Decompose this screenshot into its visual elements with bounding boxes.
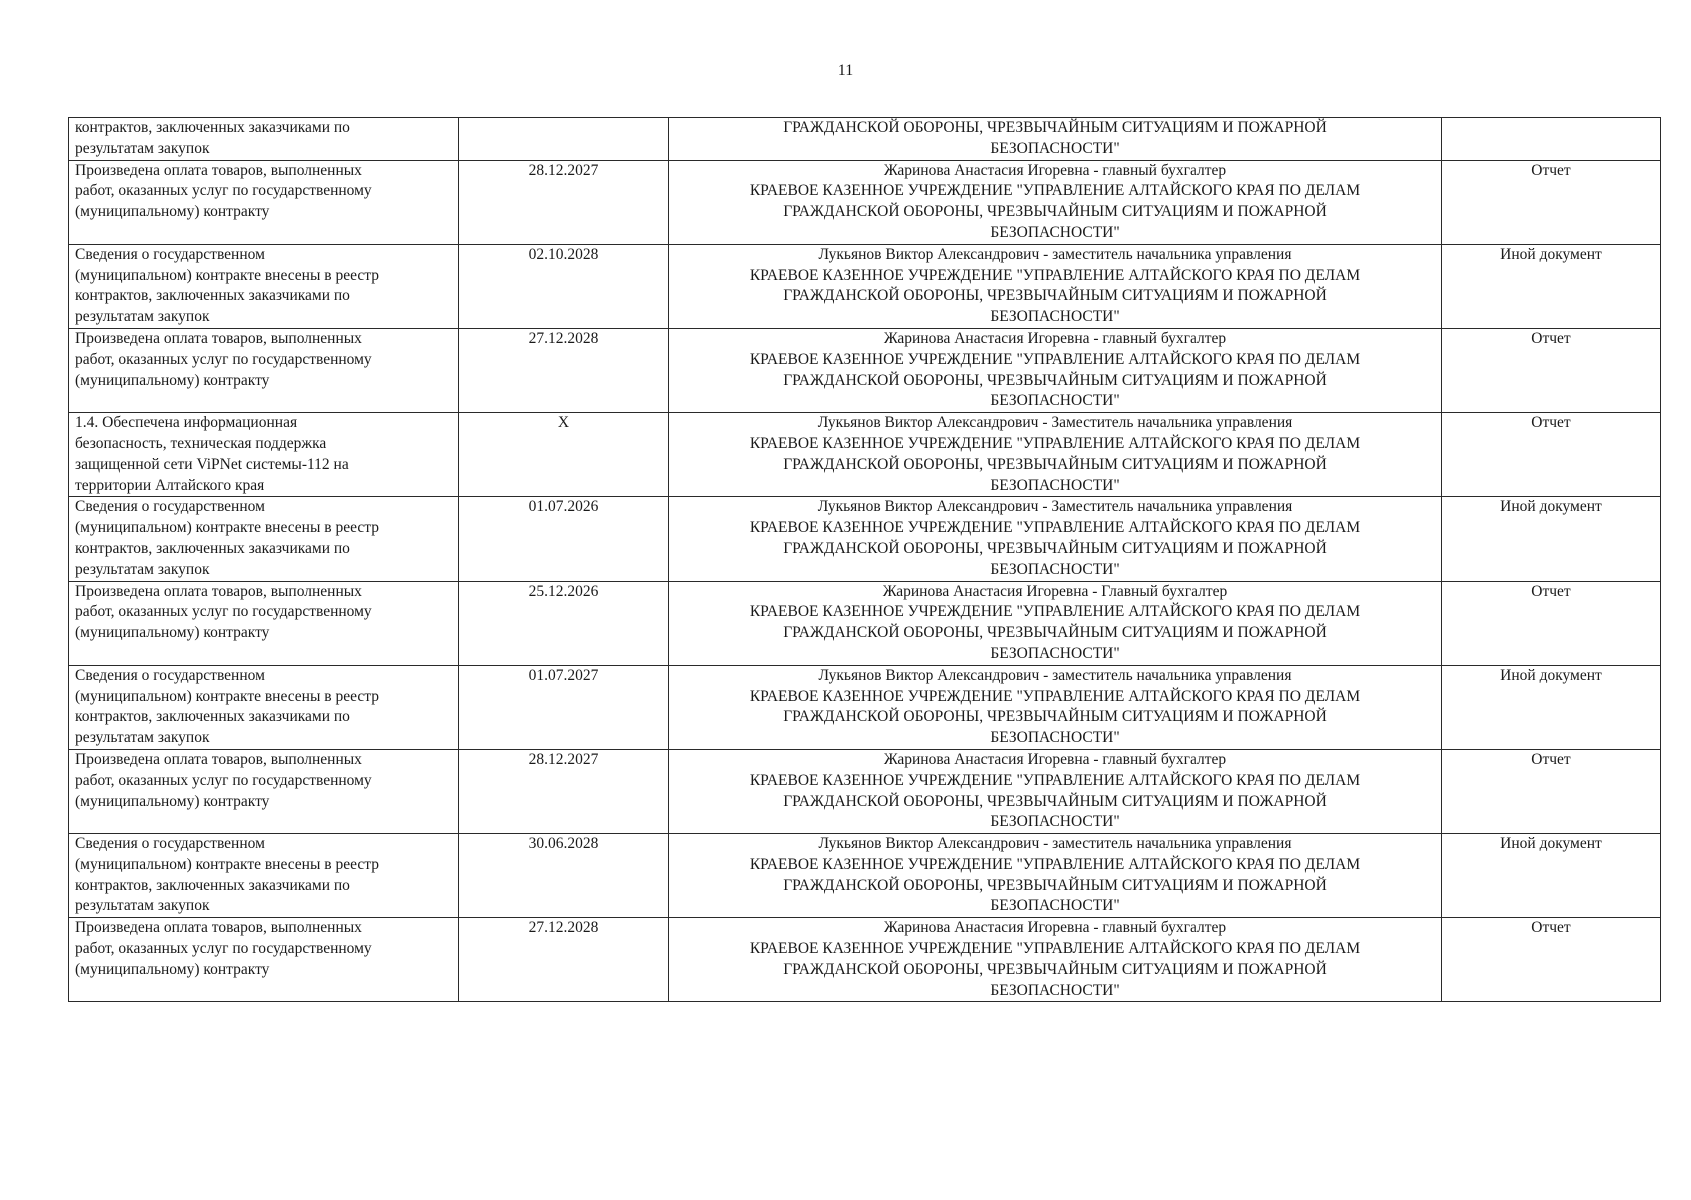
- event-description-cell: [69, 328, 459, 412]
- event-description-cell-line: (муниципальном) контракте внесены в реестр: [75, 687, 379, 705]
- event-description-cell-line: (муниципальном) контракте внесены в реестр: [75, 266, 379, 284]
- responsible-person-cell-line: БЕЗОПАСНОСТИ": [990, 139, 1120, 157]
- deadline-date-cell: [459, 834, 669, 918]
- responsible-person-cell-line: Жаринова Анастасия Игоревна - главный бухгалтер: [883, 161, 1227, 179]
- event-description-cell-line: работ, оказанных услуг по государственному: [75, 182, 372, 200]
- page-number: 11: [837, 62, 854, 79]
- event-description-cell-line: Сведения о государственном: [75, 666, 265, 684]
- responsible-person-cell-line: Жаринова Анастасия Игоревна - главный бухгалтер: [883, 329, 1227, 347]
- responsible-person-cell-line: БЕЗОПАСНОСТИ": [990, 392, 1120, 410]
- responsible-person-cell: [669, 160, 1442, 244]
- responsible-person-cell-line: ГРАЖДАНСКОЙ ОБОРОНЫ, ЧРЕЗВЫЧАЙНЫМ СИТУАЦИЯМ И ПОЖАРНОЙ: [783, 371, 1327, 389]
- responsible-person-cell-line: ГРАЖДАНСКОЙ ОБОРОНЫ, ЧРЕЗВЫЧАЙНЫМ СИТУАЦИЯМ И ПОЖАРНОЙ: [783, 624, 1327, 642]
- deadline-date-cell-text: 28.12.2027: [528, 750, 599, 768]
- report-type-cell-text: Отчет: [1531, 750, 1571, 768]
- report-type-cell: [1442, 918, 1661, 1002]
- responsible-person-cell-line: КРАЕВОЕ КАЗЕННОЕ УЧРЕЖДЕНИЕ "УПРАВЛЕНИЕ АЛТАЙСКОГО КРАЯ ПО ДЕЛАМ: [749, 940, 1361, 958]
- responsible-person-cell-line: Лукьянов Виктор Александрович - заместитель начальника управления: [818, 835, 1292, 853]
- event-description-cell-line: (муниципальном) контракте внесены в реестр: [75, 519, 379, 537]
- report-type-cell: [1442, 160, 1661, 244]
- report-type-cell: [1442, 497, 1661, 581]
- table-row: [69, 160, 1661, 244]
- event-description-cell-line: (муниципальному) контракту: [75, 960, 270, 978]
- report-type-cell-text: Иной документ: [1500, 498, 1602, 516]
- deadline-date-cell: [459, 160, 669, 244]
- event-description-cell-line: контрактов, заключенных заказчиками по: [75, 539, 350, 557]
- event-description-cell: [69, 244, 459, 328]
- table-row: [69, 328, 1661, 412]
- deadline-date-cell: [459, 665, 669, 749]
- responsible-person-cell-line: ГРАЖДАНСКОЙ ОБОРОНЫ, ЧРЕЗВЫЧАЙНЫМ СИТУАЦИЯМ И ПОЖАРНОЙ: [783, 539, 1327, 557]
- event-description-cell-line: защищенной сети ViPNet системы-112 на: [75, 455, 349, 473]
- document-table: [68, 117, 1661, 1002]
- event-description-cell-line: работ, оказанных услуг по государственному: [75, 771, 372, 789]
- report-type-cell: [1442, 328, 1661, 412]
- event-description-cell: [69, 413, 459, 497]
- responsible-person-cell-line: Лукьянов Виктор Александрович - заместитель начальника управления: [818, 245, 1292, 263]
- deadline-date-cell-text: X: [557, 414, 570, 432]
- table-row: [69, 749, 1661, 833]
- event-description-cell-line: результатам закупок: [75, 139, 210, 157]
- report-type-cell: [1442, 118, 1661, 161]
- report-type-cell: [1442, 665, 1661, 749]
- table-row: [69, 497, 1661, 581]
- event-description-cell: [69, 160, 459, 244]
- responsible-person-cell-line: БЕЗОПАСНОСТИ": [990, 981, 1120, 999]
- table-row: [69, 118, 1661, 161]
- deadline-date-cell-text: 27.12.2028: [528, 919, 599, 937]
- responsible-person-cell-line: БЕЗОПАСНОСТИ": [990, 813, 1120, 831]
- table-row: [69, 918, 1661, 1002]
- report-type-cell-text: Иной документ: [1500, 245, 1602, 263]
- responsible-person-cell-line: БЕЗОПАСНОСТИ": [990, 308, 1120, 326]
- responsible-person-cell: [669, 328, 1442, 412]
- event-description-cell-line: (муниципальному) контракту: [75, 203, 270, 221]
- responsible-person-cell-line: КРАЕВОЕ КАЗЕННОЕ УЧРЕЖДЕНИЕ "УПРАВЛЕНИЕ АЛТАЙСКОГО КРАЯ ПО ДЕЛАМ: [749, 687, 1361, 705]
- deadline-date-cell-text: 25.12.2026: [528, 582, 599, 600]
- responsible-person-cell: [669, 581, 1442, 665]
- table-row: [69, 834, 1661, 918]
- responsible-person-cell-line: Жаринова Анастасия Игоревна - главный бухгалтер: [883, 919, 1227, 937]
- responsible-person-cell-line: БЕЗОПАСНОСТИ": [990, 729, 1120, 747]
- responsible-person-cell-line: КРАЕВОЕ КАЗЕННОЕ УЧРЕЖДЕНИЕ "УПРАВЛЕНИЕ АЛТАЙСКОГО КРАЯ ПО ДЕЛАМ: [749, 350, 1361, 368]
- event-description-cell-line: контрактов, заключенных заказчиками по: [75, 876, 350, 894]
- responsible-person-cell: [669, 413, 1442, 497]
- responsible-person-cell-line: БЕЗОПАСНОСТИ": [990, 476, 1120, 494]
- event-description-cell-line: результатам закупок: [75, 560, 210, 578]
- event-description-cell: [69, 581, 459, 665]
- report-type-cell: [1442, 244, 1661, 328]
- deadline-date-cell: [459, 118, 669, 161]
- responsible-person-cell: [669, 497, 1442, 581]
- report-type-cell: [1442, 749, 1661, 833]
- responsible-person-cell-line: КРАЕВОЕ КАЗЕННОЕ УЧРЕЖДЕНИЕ "УПРАВЛЕНИЕ АЛТАЙСКОГО КРАЯ ПО ДЕЛАМ: [749, 603, 1361, 621]
- deadline-date-cell: [459, 581, 669, 665]
- responsible-person-cell-line: ГРАЖДАНСКОЙ ОБОРОНЫ, ЧРЕЗВЫЧАЙНЫМ СИТУАЦИЯМ И ПОЖАРНОЙ: [783, 119, 1327, 136]
- report-type-cell-text: Отчет: [1531, 582, 1571, 600]
- event-description-cell-line: территории Алтайского края: [75, 476, 265, 494]
- responsible-person-cell-line: Лукьянов Виктор Александрович - заместитель начальника управления: [818, 666, 1292, 684]
- event-description-cell-line: контрактов, заключенных заказчиками по: [75, 119, 350, 136]
- responsible-person-cell-line: КРАЕВОЕ КАЗЕННОЕ УЧРЕЖДЕНИЕ "УПРАВЛЕНИЕ АЛТАЙСКОГО КРАЯ ПО ДЕЛАМ: [749, 434, 1361, 452]
- event-description-cell-line: работ, оказанных услуг по государственному: [75, 603, 372, 621]
- event-description-cell-line: (муниципальном) контракте внесены в реестр: [75, 855, 379, 873]
- report-type-cell-text: Иной документ: [1500, 666, 1602, 684]
- event-description-cell-line: работ, оказанных услуг по государственному: [75, 940, 372, 958]
- deadline-date-cell: [459, 918, 669, 1002]
- event-description-cell: [69, 749, 459, 833]
- report-type-cell: [1442, 413, 1661, 497]
- responsible-person-cell-line: ГРАЖДАНСКОЙ ОБОРОНЫ, ЧРЕЗВЫЧАЙНЫМ СИТУАЦИЯМ И ПОЖАРНОЙ: [783, 960, 1327, 978]
- table-row: [69, 665, 1661, 749]
- responsible-person-cell-line: Лукьянов Виктор Александрович - Заместитель начальника управления: [817, 414, 1293, 432]
- responsible-person-cell-line: БЕЗОПАСНОСТИ": [990, 644, 1120, 662]
- responsible-person-cell: [669, 244, 1442, 328]
- responsible-person-cell: [669, 118, 1442, 161]
- deadline-date-cell-text: 28.12.2027: [528, 161, 599, 179]
- event-description-cell: [69, 118, 459, 161]
- report-type-cell: [1442, 581, 1661, 665]
- event-description-cell-line: контрактов, заключенных заказчиками по: [75, 708, 350, 726]
- responsible-person-cell-line: КРАЕВОЕ КАЗЕННОЕ УЧРЕЖДЕНИЕ "УПРАВЛЕНИЕ АЛТАЙСКОГО КРАЯ ПО ДЕЛАМ: [749, 519, 1361, 537]
- responsible-person-cell: [669, 749, 1442, 833]
- deadline-date-cell: [459, 749, 669, 833]
- event-description-cell-line: Сведения о государственном: [75, 245, 265, 263]
- report-type-cell-text: Отчет: [1531, 329, 1571, 347]
- responsible-person-cell-line: КРАЕВОЕ КАЗЕННОЕ УЧРЕЖДЕНИЕ "УПРАВЛЕНИЕ АЛТАЙСКОГО КРАЯ ПО ДЕЛАМ: [749, 266, 1361, 284]
- event-description-cell-line: Сведения о государственном: [75, 835, 265, 853]
- event-description-cell-line: Сведения о государственном: [75, 498, 265, 516]
- responsible-person-cell-line: ГРАЖДАНСКОЙ ОБОРОНЫ, ЧРЕЗВЫЧАЙНЫМ СИТУАЦИЯМ И ПОЖАРНОЙ: [783, 792, 1327, 810]
- responsible-person-cell-line: Жаринова Анастасия Игоревна - Главный бухгалтер: [882, 582, 1228, 600]
- event-description-cell: [69, 665, 459, 749]
- responsible-person-cell: [669, 918, 1442, 1002]
- report-type-cell-text: Отчет: [1531, 414, 1571, 432]
- deadline-date-cell: [459, 244, 669, 328]
- responsible-person-cell-line: ГРАЖДАНСКОЙ ОБОРОНЫ, ЧРЕЗВЫЧАЙНЫМ СИТУАЦИЯМ И ПОЖАРНОЙ: [783, 455, 1327, 473]
- table-row: [69, 244, 1661, 328]
- responsible-person-cell-line: ГРАЖДАНСКОЙ ОБОРОНЫ, ЧРЕЗВЫЧАЙНЫМ СИТУАЦИЯМ И ПОЖАРНОЙ: [783, 876, 1327, 894]
- event-description-cell-line: результатам закупок: [75, 308, 210, 326]
- responsible-person-cell-line: Жаринова Анастасия Игоревна - главный бухгалтер: [883, 750, 1227, 768]
- event-description-cell: [69, 834, 459, 918]
- responsible-person-cell-line: ГРАЖДАНСКОЙ ОБОРОНЫ, ЧРЕЗВЫЧАЙНЫМ СИТУАЦИЯМ И ПОЖАРНОЙ: [783, 708, 1327, 726]
- event-description-cell: [69, 497, 459, 581]
- table-row: [69, 581, 1661, 665]
- deadline-date-cell-text: 01.07.2027: [528, 666, 599, 684]
- event-description-cell-line: работ, оказанных услуг по государственному: [75, 350, 372, 368]
- report-type-cell-text: Отчет: [1531, 919, 1571, 937]
- deadline-date-cell: [459, 413, 669, 497]
- event-description-cell-line: Произведена оплата товаров, выполненных: [75, 329, 362, 347]
- responsible-person-cell-line: КРАЕВОЕ КАЗЕННОЕ УЧРЕЖДЕНИЕ "УПРАВЛЕНИЕ АЛТАЙСКОГО КРАЯ ПО ДЕЛАМ: [749, 855, 1361, 873]
- deadline-date-cell-text: 30.06.2028: [528, 835, 599, 853]
- responsible-person-cell-line: БЕЗОПАСНОСТИ": [990, 560, 1120, 578]
- report-type-cell-text: Отчет: [1531, 161, 1571, 179]
- table-row: [69, 413, 1661, 497]
- event-description-cell-line: (муниципальному) контракту: [75, 371, 270, 389]
- event-description-cell-line: результатам закупок: [75, 729, 210, 747]
- responsible-person-cell: [669, 834, 1442, 918]
- report-type-cell-text: Иной документ: [1500, 835, 1602, 853]
- event-description-cell-line: Произведена оплата товаров, выполненных: [75, 582, 362, 600]
- event-description-cell-line: результатам закупок: [75, 897, 210, 915]
- responsible-person-cell-line: КРАЕВОЕ КАЗЕННОЕ УЧРЕЖДЕНИЕ "УПРАВЛЕНИЕ АЛТАЙСКОГО КРАЯ ПО ДЕЛАМ: [749, 182, 1361, 200]
- event-description-cell-line: контрактов, заключенных заказчиками по: [75, 287, 350, 305]
- document-table-body: [69, 118, 1661, 1002]
- responsible-person-cell: [669, 665, 1442, 749]
- deadline-date-cell-text: 02.10.2028: [528, 245, 599, 263]
- deadline-date-cell-text: 27.12.2028: [528, 329, 599, 347]
- event-description-cell-line: Произведена оплата товаров, выполненных: [75, 750, 362, 768]
- responsible-person-cell-line: ГРАЖДАНСКОЙ ОБОРОНЫ, ЧРЕЗВЫЧАЙНЫМ СИТУАЦИЯМ И ПОЖАРНОЙ: [783, 287, 1327, 305]
- event-description-cell-line: Произведена оплата товаров, выполненных: [75, 919, 362, 937]
- responsible-person-cell-line: КРАЕВОЕ КАЗЕННОЕ УЧРЕЖДЕНИЕ "УПРАВЛЕНИЕ АЛТАЙСКОГО КРАЯ ПО ДЕЛАМ: [749, 771, 1361, 789]
- event-description-cell-line: (муниципальному) контракту: [75, 624, 270, 642]
- event-description-cell: [69, 918, 459, 1002]
- responsible-person-cell-line: ГРАЖДАНСКОЙ ОБОРОНЫ, ЧРЕЗВЫЧАЙНЫМ СИТУАЦИЯМ И ПОЖАРНОЙ: [783, 203, 1327, 221]
- responsible-person-cell-line: БЕЗОПАСНОСТИ": [990, 223, 1120, 241]
- event-description-cell-line: (муниципальному) контракту: [75, 792, 270, 810]
- event-description-cell-line: Произведена оплата товаров, выполненных: [75, 161, 362, 179]
- event-description-cell-line: безопасность, техническая поддержка: [75, 434, 327, 452]
- responsible-person-cell-line: БЕЗОПАСНОСТИ": [990, 897, 1120, 915]
- deadline-date-cell: [459, 328, 669, 412]
- responsible-person-cell-line: Лукьянов Виктор Александрович - Заместитель начальника управления: [817, 498, 1293, 516]
- deadline-date-cell-text: 01.07.2026: [528, 498, 599, 516]
- event-description-cell-line: 1.4. Обеспечена информационная: [75, 414, 298, 432]
- deadline-date-cell: [459, 497, 669, 581]
- report-type-cell: [1442, 834, 1661, 918]
